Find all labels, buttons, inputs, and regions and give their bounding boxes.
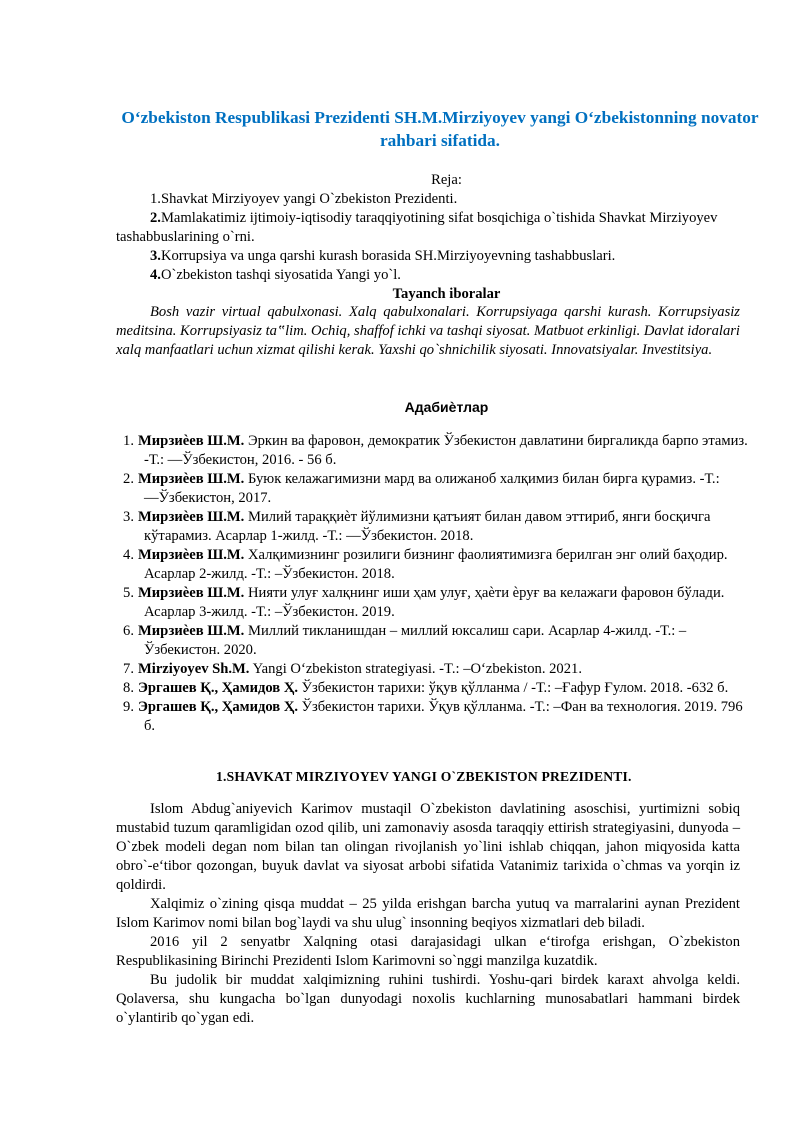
reference-text: Эркин ва фаровон, демократик Ўзбекистон давлатини биргаликда барпо этамиз. -Т.: ―Ўзбекистон, 2016. - 56 б. <box>144 433 748 468</box>
plan-item-text: Mamlakatimiz ijtimoiy-iqtisodiy taraqqiyotining sifat bosqichiga o`tishida Shavkat Mirziyoyev tashabbuslarining o`rni. <box>116 210 718 245</box>
keywords-heading: Tayanch iboralar <box>392 286 501 302</box>
plan-heading: Reja: <box>431 172 462 188</box>
reference-item <box>116 679 756 698</box>
plan-list <box>116 190 742 285</box>
reference-text: Ўзбекистон тарихи. Ўқув қўлланма. -Т.: –Фан ва технология. 2019. 796 б. <box>144 699 743 734</box>
section-body <box>116 800 740 1028</box>
plan-item-text: Shavkat Mirziyoyev yangi O`zbekiston Prezidenti. <box>160 191 458 207</box>
reference-author: Mirziyoyev Sh.M. <box>138 661 250 677</box>
body-paragraph: 2016 yil 2 senyatbr Xalqning otasi darajasidagi ulkan e‘tirofga erishgan, O`zbekiston Respublikasining Birinchi Prezidenti Islom Karimovni so`nggi manzilga kuzatdik. <box>116 934 740 969</box>
body-paragraph: Islom Abdug`aniyevich Karimov mustaqil O`zbekiston davlatining asoschisi, yurtimizni sobiq mustabid tuzum qaramligidan ozod qilib, uni zamonaviy asosda taraqqiy ettirish strategiyasini, dunyoda –O`zbek modeli degan nom bilan tan olingan rivojlanish yo`lini ishlab chiqqan, jahon miqyosida katta obro`-e‘tibor qozongan, buyuk davlat va siyosat arbobi sifatida Vatanimiz tarixida o`chmas va yorqin iz qoldirdi. <box>116 801 740 893</box>
reference-number: 4. <box>123 547 134 563</box>
plan-item-number: 4. <box>150 267 161 283</box>
reference-item <box>116 470 756 508</box>
reference-number: 2. <box>123 471 134 487</box>
plan-item <box>116 209 742 247</box>
reference-text: Yangi O‘zbekiston strategiyasi. -T.: –O‘zbekiston. 2021. <box>249 661 582 677</box>
plan-item <box>116 190 742 209</box>
plan-item-number: 2. <box>150 210 161 226</box>
plan-item-number: 1. <box>150 191 161 207</box>
body-paragraph: Bu judolik bir muddat xalqimizning ruhini tushirdi. Yoshu-qari birdek karaxt ahvolga keldi. Qolaversa, shu kungacha bo`lgan dunyodagi noxolis kuchlarning munosabatlari hammani birdek o`ylantirib qo`ygan edi. <box>116 972 740 1026</box>
reference-number: 1. <box>123 433 134 449</box>
section-heading: 1.SHAVKAT MIRZIYOYEV YANGI O`ZBEKISTON PREZIDENTI. <box>216 769 632 784</box>
reference-number: 5. <box>123 585 134 601</box>
reference-item <box>116 584 756 622</box>
reference-author: Мирзиѐев Ш.М. <box>138 471 245 487</box>
reference-number: 3. <box>123 509 134 525</box>
reference-author: Мирзиѐев Ш.М. <box>138 433 245 449</box>
reference-number: 8. <box>123 680 134 696</box>
reference-text: Нияти улуғ халқнинг иши ҳам улуғ, ҳаѐти ѐруғ ва келажаги фаровон бўлади. Асарлар 3-жилд. -Т.: –Ўзбекистон. 2019. <box>144 585 725 620</box>
reference-text: Халқимизнинг розилиги бизнинг фаолиятимизга берилган энг олий баҳодир. Асарлар 2-жилд. -Т.: –Ўзбекистон. 2018. <box>144 547 728 582</box>
reference-number: 6. <box>123 623 134 639</box>
reference-item <box>116 698 756 736</box>
reference-author: Мирзиѐев Ш.М. <box>138 585 245 601</box>
reference-text: Буюк келажагимизни мард ва олижаноб халқимиз билан бирга қурамиз. -Т.: ―Ўзбекистон, 2017. <box>144 471 720 506</box>
reference-item <box>116 432 756 470</box>
reference-author: Эргашев Қ., Ҳамидов Ҳ. <box>138 699 299 715</box>
reference-author: Мирзиѐев Ш.М. <box>138 547 245 563</box>
reference-author: Мирзиѐев Ш.М. <box>138 509 245 525</box>
reference-text: Миллий тикланишдан – миллий юксалиш сари. Асарлар 4-жилд. -Т.: –Ўзбекистон. 2020. <box>144 623 687 658</box>
reference-list <box>116 432 756 736</box>
reference-author: Мирзиѐев Ш.М. <box>138 623 245 639</box>
plan-item-number: 3. <box>150 248 161 264</box>
body-paragraph: Xalqimiz o`zining qisqa muddat – 25 yilda erishgan barcha yutuq va marralarini aynan Prezident Islom Karimov nomi bilan bog`laydi va shu ulug` insonning beqiyos xizmatlari deb biladi. <box>116 896 740 931</box>
reference-author: Эргашев Қ., Ҳамидов Ҳ. <box>138 680 299 696</box>
reference-number: 9. <box>123 699 134 715</box>
plan-item-text: Korrupsiya va unga qarshi kurash borasida SH.Mirziyoyevning tashabbuslari. <box>160 248 616 264</box>
plan-item-text: O`zbekiston tashqi siyosatida Yangi yo`l. <box>160 267 401 283</box>
reference-item <box>116 622 756 660</box>
reference-text: Ўзбекистон тарихи: ўқув қўлланма / -Т.: –Ғафур Ғулом. 2018. -632 б. <box>298 680 729 696</box>
reference-number: 7. <box>123 661 134 677</box>
keywords-text: Bosh vazir virtual qabulxonasi. Xalq qabulxonalari. Korrupsiyaga qarshi kurash. Korrupsiyasiz meditsina. Korrupsiyasiz ta‟lim. Ochiq, shaffof ichki va tashqi siyosat. Matbuot erkinligi. Davlat idoralari xalq manfaatlari uchun xizmat qilishi kerak. Yaxshi qo`shnichilik siyosati. Innovatsiyalar. Investitsiya. <box>116 304 740 358</box>
reference-item <box>116 660 756 679</box>
reference-item <box>116 508 756 546</box>
literature-heading: Адабиѐтлар <box>404 399 489 415</box>
reference-item <box>116 546 756 584</box>
reference-text: Милий тараққиѐт йўлимизни қатъият билан давом эттириб, янги босқичга кўтарамиз. Асарлар 1-жилд. -Т.: ―Ўзбекистон. 2018. <box>144 509 711 544</box>
plan-item <box>116 266 742 285</box>
plan-item <box>116 247 742 266</box>
document-title: O‘zbekiston Respublikasi Prezidenti SH.M.Mirziyoyev yangi O‘zbekistonning novator rahbari sifatida. <box>121 108 759 150</box>
